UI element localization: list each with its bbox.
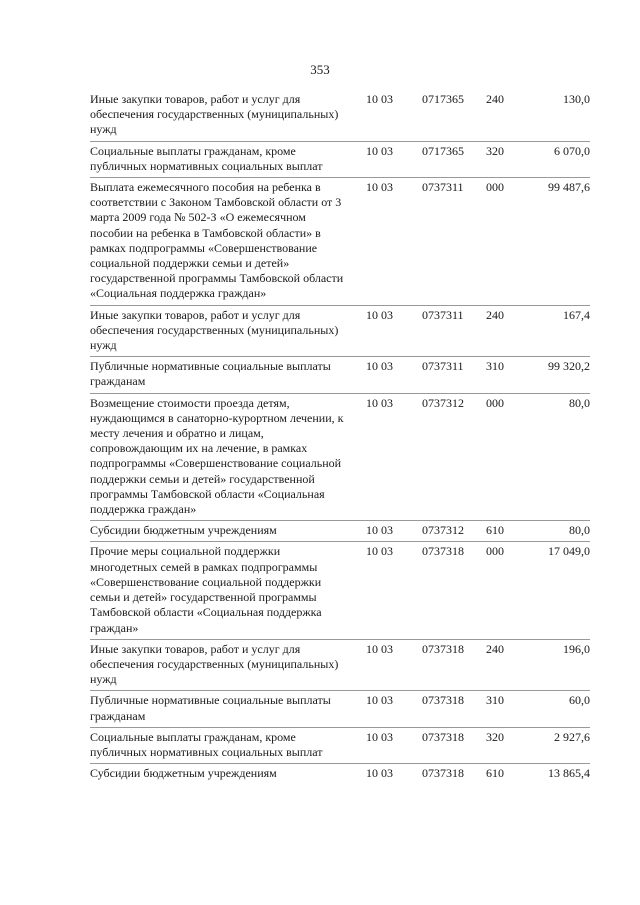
row-target-article: 0737312 [422,523,464,538]
table-row [90,520,590,541]
table-row [90,305,590,357]
row-name: Иные закупки товаров, работ и услуг для обеспечения государственных (муниципальных) нужд [90,307,339,353]
row-sum: 17 049,0 [548,544,590,559]
row-target-article: 0737311 [422,307,464,322]
table-row [90,727,590,763]
row-expense-kind: 240 [486,307,504,322]
row-sum: 99 320,2 [548,359,590,374]
row-target-article: 0737312 [422,395,464,410]
row-section: 10 03 [366,143,393,158]
row-sum: 99 487,6 [548,180,590,195]
row-target-article: 0717365 [422,143,464,158]
row-expense-kind: 310 [486,693,504,708]
row-name: Публичные нормативные социальные выплаты гражданам [90,359,331,389]
row-name: Публичные нормативные социальные выплаты гражданам [90,693,331,723]
table-row [90,690,590,726]
row-name: Социальные выплаты гражданам, кроме публичных нормативных социальных выплат [90,143,323,173]
row-sum: 130,0 [563,92,590,106]
budget-table [90,90,590,784]
table-row [90,141,590,177]
row-section: 10 03 [366,307,393,322]
row-target-article: 0737311 [422,180,464,195]
row-section: 10 03 [366,729,393,744]
row-target-article: 0737318 [422,641,464,656]
row-expense-kind: 000 [486,180,504,195]
row-section: 10 03 [366,359,393,374]
row-expense-kind: 610 [486,523,504,538]
row-expense-kind: 000 [486,395,504,410]
row-expense-kind: 000 [486,544,504,559]
row-section: 10 03 [366,544,393,559]
row-target-article: 0737318 [422,766,464,781]
row-name: Возмещение стоимости проезда детям, нуждающимся в санаторно-курортном лечении, к месту лечения и обратно и лицам, сопровождающим их на лечение, в рамках подпрограммы «Совершенствование социальной поддержки семьи и детей» государственной программы Тамбовской области «Социальная поддержка граждан» [90,395,344,517]
row-target-article: 0737318 [422,729,464,744]
row-target-article: 0737318 [422,693,464,708]
row-sum: 80,0 [569,395,590,410]
row-target-article: 0737311 [422,359,464,374]
row-section: 10 03 [366,395,393,410]
row-expense-kind: 320 [486,143,504,158]
row-expense-kind: 610 [486,766,504,781]
row-section: 10 03 [366,92,393,106]
row-section: 10 03 [366,523,393,538]
row-expense-kind: 310 [486,359,504,374]
row-name: Иные закупки товаров, работ и услуг для обеспечения государственных (муниципальных) нужд [90,92,339,137]
table-row [90,541,590,638]
table-row [90,393,590,521]
row-sum: 2 927,6 [554,729,590,744]
row-section: 10 03 [366,180,393,195]
table-row [90,356,590,392]
row-expense-kind: 240 [486,92,504,106]
row-sum: 196,0 [563,641,590,656]
row-sum: 80,0 [569,523,590,538]
row-sum: 6 070,0 [554,143,590,158]
table-row [90,763,590,784]
row-target-article: 0717365 [422,92,464,106]
row-name: Субсидии бюджетным учреждениям [90,766,277,781]
row-name: Иные закупки товаров, работ и услуг для обеспечения государственных (муниципальных) нужд [90,641,339,687]
row-sum: 60,0 [569,693,590,708]
row-section: 10 03 [366,766,393,781]
row-name: Социальные выплаты гражданам, кроме публичных нормативных социальных выплат [90,729,323,759]
row-section: 10 03 [366,693,393,708]
row-name: Выплата ежемесячного пособия на ребенка в соответствии с Законом Тамбовской области от 3 марта 2009 года № 502-З «О ежемесячном пособии на ребенка в Тамбовской области» в рамках подпрограммы «Совершенствование социальной поддержки семьи и детей» государственной программы Тамбовской области «Социальная поддержка граждан» [90,180,344,301]
table-row [90,177,590,305]
row-sum: 13 865,4 [548,766,590,781]
page-number: 353 [310,62,330,77]
row-name: Субсидии бюджетным учреждениям [90,523,277,538]
row-section: 10 03 [366,641,393,656]
row-name: Прочие меры социальной поддержки многодетных семей в рамках подпрограммы «Совершенствование социальной поддержки семьи и детей» государственной программы Тамбовской области «Социальная поддержка граждан» [90,544,322,635]
table-row [90,90,590,141]
row-expense-kind: 240 [486,641,504,656]
row-sum: 167,4 [563,307,590,322]
table-row [90,639,590,691]
row-target-article: 0737318 [422,544,464,559]
row-expense-kind: 320 [486,729,504,744]
